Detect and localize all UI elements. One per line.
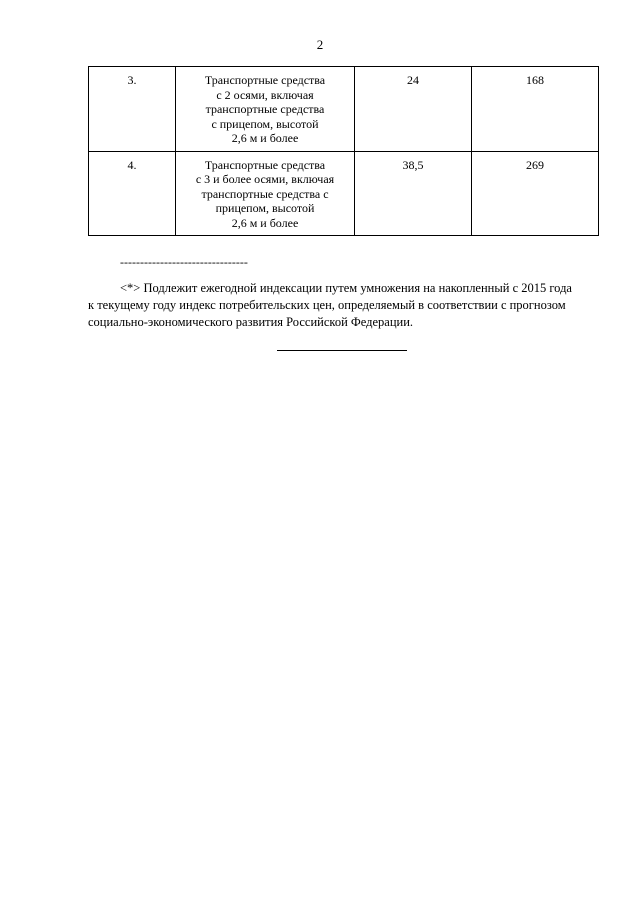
vehicle-description-line: с прицепом, высотой xyxy=(211,116,319,131)
vehicle-description xyxy=(176,67,355,152)
rate-value-b: 269 xyxy=(472,151,599,236)
table-row xyxy=(89,67,599,152)
vehicle-description xyxy=(176,151,355,236)
table-row xyxy=(89,151,599,236)
row-index: 3. xyxy=(89,67,176,152)
vehicle-description-line: транспортные средства xyxy=(205,102,325,116)
vehicle-description-line: 2,6 м и более xyxy=(231,131,299,145)
vehicle-description-line: с 2 осями, включая xyxy=(216,87,314,102)
rate-value-a: 38,5 xyxy=(355,151,472,236)
rate-value-b: 168 xyxy=(472,67,599,152)
footnote xyxy=(88,280,598,331)
vehicle-description-line: 2,6 м и более xyxy=(231,215,299,230)
footnote-line: социально-экономического развития Российской Федерации. xyxy=(88,315,414,329)
rate-value-a: 24 xyxy=(355,67,472,152)
footnote-separator: -------------------------------- xyxy=(120,255,248,269)
vehicle-description-line: прицепом, высотой xyxy=(215,201,315,215)
footnote-line: к текущему году индекс потребительских цен, определяемый в соответствии с прогнозом xyxy=(88,298,566,312)
footnote-line: <*> Подлежит ежегодной индексации путем умножения на накопленный с 2015 года xyxy=(120,281,572,295)
row-index: 4. xyxy=(89,151,176,236)
rates-table xyxy=(88,66,599,236)
vehicle-description-line: транспортные средства с xyxy=(201,186,329,201)
vehicle-description-line: с 3 и более осями, включая xyxy=(195,172,335,186)
vehicle-description-line: Транспортные средства xyxy=(204,73,326,87)
vehicle-description-line: Транспортные средства xyxy=(204,157,326,172)
page-number: 2 xyxy=(316,37,324,52)
end-rule xyxy=(277,350,407,351)
